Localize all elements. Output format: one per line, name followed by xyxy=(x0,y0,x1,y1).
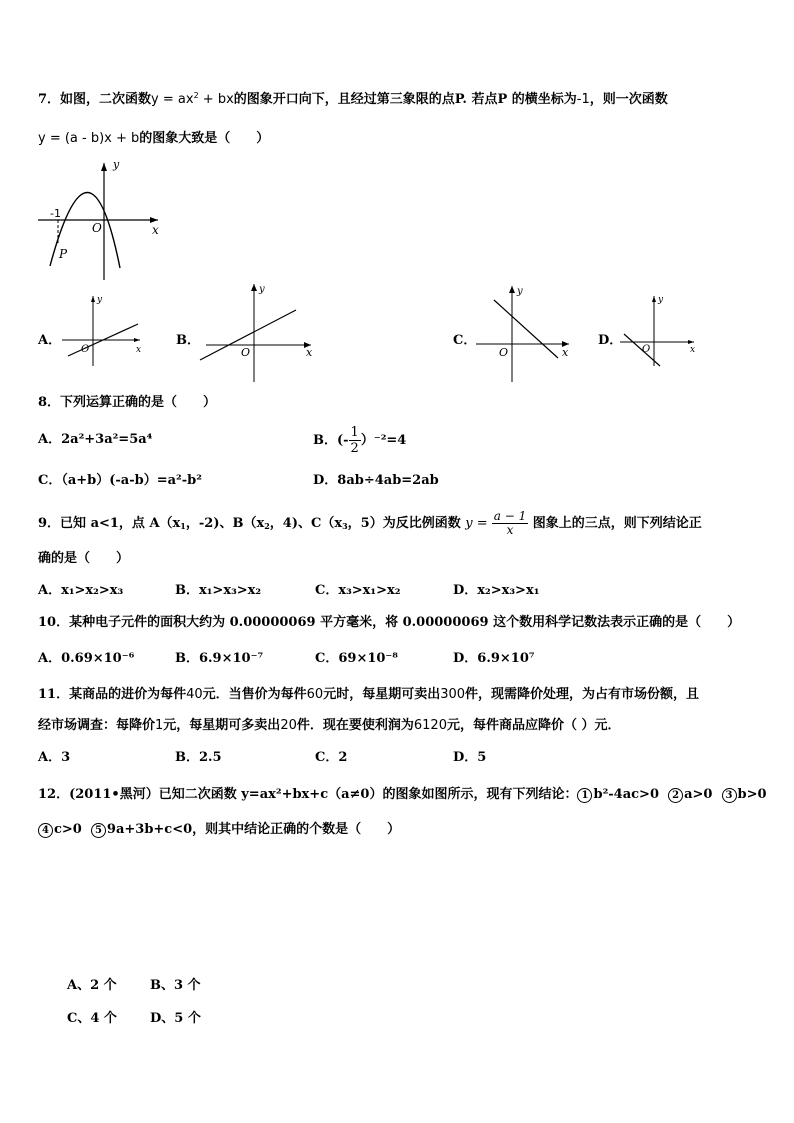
q7-text: 7．如图，二次函数 xyxy=(38,92,152,107)
q12-option-a: A、2 个 xyxy=(67,978,117,993)
q11-line1: 11．某商品的进价为每件40元．当售价为每件60元时，每星期可卖出300件，现需降价处理，为占有市场份额，且 xyxy=(38,687,700,702)
q7-neg1: -1 xyxy=(576,92,590,107)
fig-x-label: x xyxy=(152,223,159,237)
svg-text:O: O xyxy=(241,346,251,359)
q12-option-b: B、3 个 xyxy=(150,978,201,993)
q12-option-d: D、5 个 xyxy=(150,1011,201,1026)
fig-y-label: y xyxy=(113,158,120,171)
q8-option-a: A．2a²+3a²=5a⁴ xyxy=(38,432,153,447)
svg-text:O: O xyxy=(642,344,651,355)
svg-text:O: O xyxy=(81,344,90,355)
q12-line2: 4 c>0 5 9a+3b+c<0，则其中结论正确的个数是（ ） xyxy=(38,822,400,838)
q9-stem-line2: 确的是（ ） xyxy=(38,551,130,566)
q9-option-a: A．x₁>x₂>x₃ xyxy=(38,583,124,598)
q7-option-a-label: A． xyxy=(38,333,62,348)
q7-linear-formula: y = (a - b)x + b xyxy=(38,131,140,146)
circled-5: 5 xyxy=(91,823,106,838)
q9-option-d: D．x₂>x₃>x₁ xyxy=(453,583,540,598)
q11-option-b: B．2.5 xyxy=(175,750,222,765)
q8-option-c: C．（a+b）(-a-b）=a²-b² xyxy=(38,473,202,488)
q11-line2: 经市场调查：每降价1元，每星期可多卖出20件．现在要使利润为6120元，每件商品应降价（ ）元． xyxy=(38,718,621,733)
q12-line1: 12．(2011•黑河）已知二次函数 y=ax²+bx+c（a≠0）的图象如图所示，现有下列结论： 1 b²-4ac>0 2 a>0 3 b>0 xyxy=(38,787,767,802)
q9-option-b: B．x₁>x₃>x₂ xyxy=(175,583,262,598)
q8-stem: 8．下列运算正确的是（ ） xyxy=(38,395,217,410)
circled-3: 3 xyxy=(722,788,737,803)
q7-option-d-label: D． xyxy=(598,333,623,348)
q7-parabola-figure xyxy=(38,158,168,283)
svg-text:y: y xyxy=(517,286,523,297)
fig-origin-label: O xyxy=(92,221,102,235)
svg-text:x: x xyxy=(136,345,142,355)
q7-text-4: 的图象大致是（ ） xyxy=(139,131,270,146)
q7-text-2: 的图象开口向下，且经过第三象限的点P. 若点P 的横坐标为 xyxy=(233,92,577,107)
q7-option-d-graph xyxy=(618,290,698,368)
q7-option-b-label: B． xyxy=(176,333,200,348)
circled-2: 2 xyxy=(668,788,683,803)
circled-1: 1 xyxy=(577,788,592,803)
q10-option-b: B．6.9×10⁻⁷ xyxy=(175,651,264,666)
q7-option-c-label: C． xyxy=(453,333,477,348)
q10-option-c: C．69×10⁻⁸ xyxy=(315,651,398,666)
q11-option-c: C．2 xyxy=(315,750,348,765)
q9-option-c: C．x₃>x₁>x₂ xyxy=(315,583,401,598)
q9-stem-line1: 9．已知 a<1，点 $A(x_1$，-2)、$B(x_2$，4)、$C(x_3$，5）为反比例函数 y = $\frac{a - 1}{x}$ 图象上的三点，则下列结论正 xyxy=(38,509,702,537)
svg-text:y: y xyxy=(658,295,664,305)
fig-point-p: P xyxy=(59,247,68,261)
svg-text:O: O xyxy=(499,346,509,359)
q10-option-d: D．6.9×10⁷ xyxy=(453,651,535,666)
q7-text-3: ，则一次函数 xyxy=(589,92,668,107)
q7-line2 xyxy=(38,131,269,147)
fig-neg1-label: -1 xyxy=(50,207,61,220)
q10-option-a: A．0.69×10⁻⁶ xyxy=(38,651,135,666)
svg-text:y: y xyxy=(97,295,103,305)
svg-text:x: x xyxy=(306,346,313,359)
q7-formula: y = ax xyxy=(151,92,194,107)
q11-option-d: D．5 xyxy=(453,750,487,765)
q7-formula-tail: + bx xyxy=(198,92,234,107)
q7-option-a-graph xyxy=(60,288,150,368)
q12-option-c: C、4 个 xyxy=(67,1011,117,1026)
q7-option-c-graph xyxy=(474,282,579,384)
q11-option-a: A．3 xyxy=(38,750,71,765)
svg-text:x: x xyxy=(562,346,569,359)
q7-line1: 7．如图，二次函数$y = ax^2$ + bx的图象开口向下，且经过第三象限的点P. 若点P 的横坐标为-1，则一次函数 xyxy=(38,91,668,107)
q8-option-d: D．8ab÷4ab=2ab xyxy=(313,473,439,488)
circled-4: 4 xyxy=(38,823,53,838)
q8-option-b: B．(- $\frac{1}{2}$ ）⁻²=4 xyxy=(313,425,407,456)
q10-stem: 10．某种电子元件的面积大约为 0.00000069 平方毫米，将 0.00000069 这个数用科学记数法表示正确的是（ ） xyxy=(38,615,741,630)
svg-text:y: y xyxy=(259,284,265,295)
q7-option-b-graph xyxy=(196,280,321,385)
svg-text:x: x xyxy=(690,345,696,355)
